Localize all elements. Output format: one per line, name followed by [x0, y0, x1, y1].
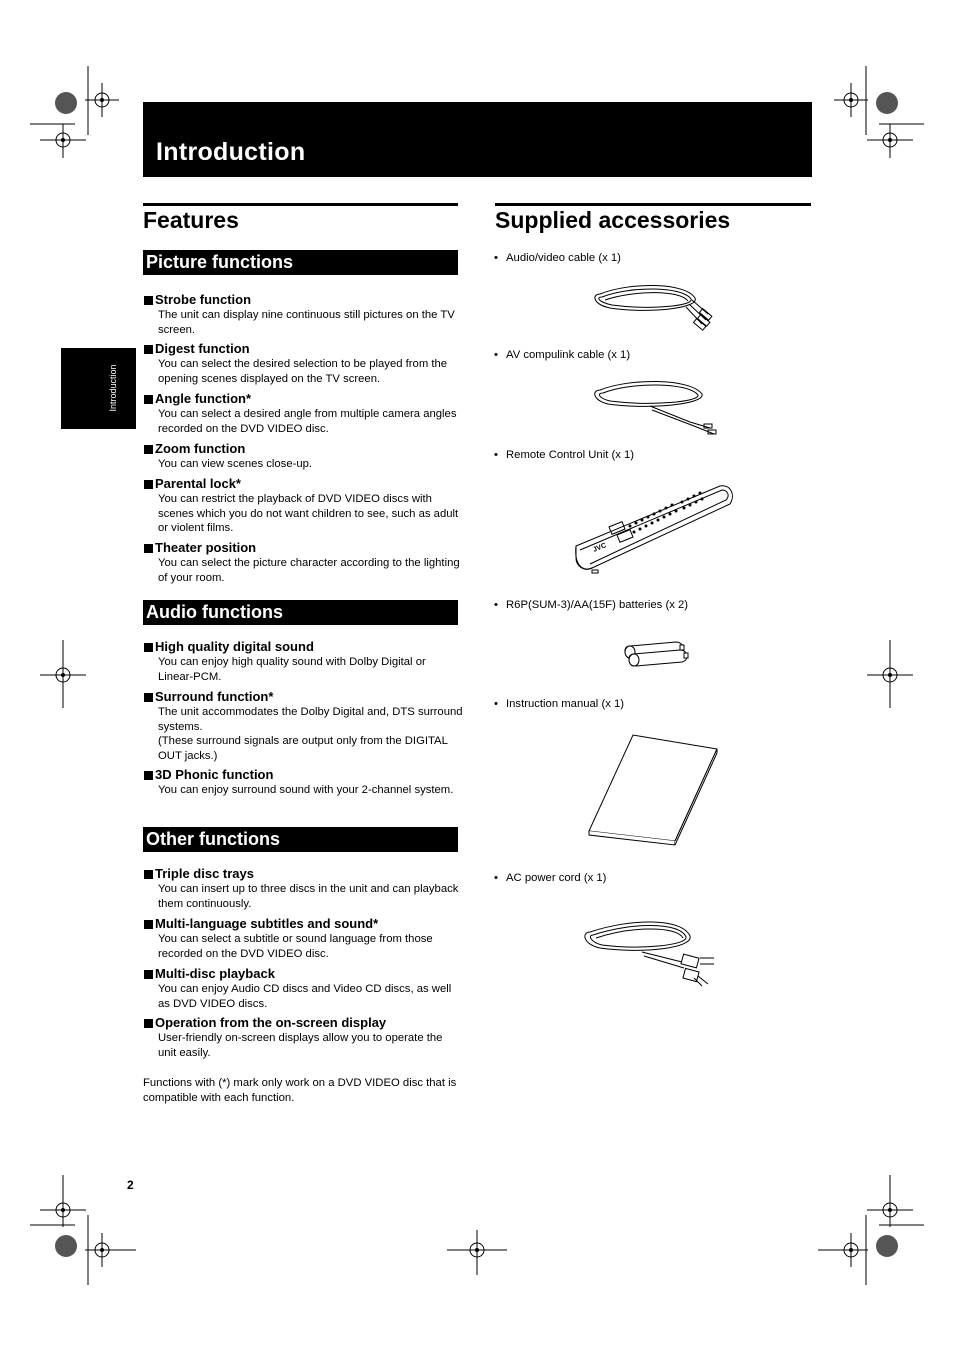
accessory-item: • R6P(SUM-3)/AA(15F) batteries (x 2) [494, 599, 689, 611]
av-compulink-cable-icon [590, 378, 720, 438]
bullet-square-icon [144, 970, 153, 979]
accessories-rule [495, 203, 811, 206]
accessory-label: Instruction manual (x 1) [506, 698, 625, 710]
accessory-label: AC power cord (x 1) [506, 872, 607, 884]
feature-desc-note: (These surround signals are output only from the DIGITAL OUT jacks.) [158, 735, 448, 762]
footnote: Functions with (*) mark only work on a DVD VIDEO disc that is compatible with each function. [143, 1077, 457, 1104]
feature-desc: The unit can display nine continuous still pictures on the TV screen. [158, 309, 455, 336]
audio-functions-heading: Audio functions [143, 600, 458, 625]
bullet-square-icon [144, 480, 153, 489]
feature-item [143, 866, 463, 911]
feature-desc: You can enjoy Audio CD discs and Video CD discs, as well as DVD VIDEO discs. [158, 983, 452, 1010]
feature-title: Strobe function [155, 292, 252, 307]
feature-desc: You can view scenes close-up. [158, 458, 313, 470]
bullet-square-icon [144, 544, 153, 553]
remote-control-icon [570, 480, 740, 580]
picture-functions-heading: Picture functions [143, 250, 458, 275]
features-rule [143, 203, 458, 206]
feature-desc: You can restrict the playback of DVD VIDEO discs with scenes which you do not want children to see, such as adult or violent films. [158, 493, 459, 535]
feature-item [143, 916, 463, 961]
accessory-label: AV compulink cable (x 1) [506, 349, 631, 361]
bullet-square-icon [144, 771, 153, 780]
feature-desc: You can enjoy high quality sound with Dolby Digital or Linear-PCM. [158, 656, 426, 683]
feature-title: Parental lock* [155, 476, 241, 491]
feature-title: Digest function [155, 341, 250, 356]
feature-item [143, 391, 463, 436]
feature-desc: The unit accommodates the Dolby Digital and, DTS surround systems. [158, 706, 463, 733]
bullet-square-icon [144, 643, 153, 652]
feature-title: Triple disc trays [155, 866, 254, 881]
feature-item [143, 476, 463, 536]
feature-item [143, 292, 463, 337]
feature-item [143, 966, 463, 1011]
feature-title: Multi-disc playback [155, 966, 275, 981]
accessory-label: R6P(SUM-3)/AA(15F) batteries (x 2) [506, 599, 689, 611]
feature-item [143, 540, 463, 585]
page-title: Introduction [156, 138, 306, 166]
feature-desc: You can enjoy surround sound with your 2-channel system. [158, 784, 454, 796]
feature-title: Operation from the on-screen display [155, 1015, 387, 1030]
feature-title: Zoom function [155, 441, 246, 456]
other-functions-heading: Other functions [143, 827, 458, 852]
bullet-square-icon [144, 693, 153, 702]
audio-video-cable-icon [590, 280, 720, 340]
remote-brand-label: JVC [592, 542, 608, 554]
feature-title: Theater position [155, 540, 257, 555]
feature-title: 3D Phonic function [155, 767, 274, 782]
bullet-square-icon [144, 920, 153, 929]
features-heading: Features [143, 207, 239, 233]
feature-title: Surround function* [155, 689, 274, 704]
accessory-item: • Instruction manual (x 1) [494, 698, 625, 710]
accessory-item: • Audio/video cable (x 1) [494, 252, 621, 264]
feature-title: Multi-language subtitles and sound* [155, 916, 379, 931]
feature-desc: You can select the picture character according to the lighting of your room. [158, 557, 460, 584]
feature-item [143, 441, 463, 472]
instruction-manual-icon [585, 733, 725, 843]
bullet-square-icon [144, 870, 153, 879]
side-tab-label: Introduction [108, 364, 118, 412]
side-tab [61, 348, 136, 429]
accessory-item: • AV compulink cable (x 1) [494, 349, 631, 361]
ac-power-cord-icon [582, 918, 727, 993]
accessory-label: Audio/video cable (x 1) [506, 252, 621, 264]
bullet-square-icon [144, 445, 153, 454]
bullet-square-icon [144, 395, 153, 404]
feature-item [143, 767, 463, 798]
accessory-item: • AC power cord (x 1) [494, 872, 607, 884]
feature-item [143, 639, 463, 684]
feature-desc: You can select a subtitle or sound language from those recorded on the DVD VIDEO disc. [158, 933, 433, 960]
feature-desc: You can select a desired angle from multiple camera angles recorded on the DVD VIDEO disc. [158, 408, 457, 435]
feature-item [143, 689, 463, 763]
feature-item [143, 1015, 463, 1060]
accessory-item: • Remote Control Unit (x 1) [494, 449, 635, 461]
batteries-icon [620, 638, 690, 678]
bullet-square-icon [144, 296, 153, 305]
bullet-square-icon [144, 345, 153, 354]
feature-title: Angle function* [155, 391, 252, 406]
accessories-heading: Supplied accessories [495, 207, 731, 233]
feature-desc: User-friendly on-screen displays allow you to operate the unit easily. [158, 1032, 443, 1059]
feature-item [143, 341, 463, 386]
feature-desc: You can insert up to three discs in the unit and can playback them continuously. [158, 883, 459, 910]
feature-desc: You can select the desired selection to be played from the opening scenes displayed on the TV screen. [158, 358, 448, 385]
page-number: 2 [127, 1178, 134, 1192]
feature-title: High quality digital sound [155, 639, 314, 654]
bullet-square-icon [144, 1019, 153, 1028]
accessory-label: Remote Control Unit (x 1) [506, 449, 635, 461]
